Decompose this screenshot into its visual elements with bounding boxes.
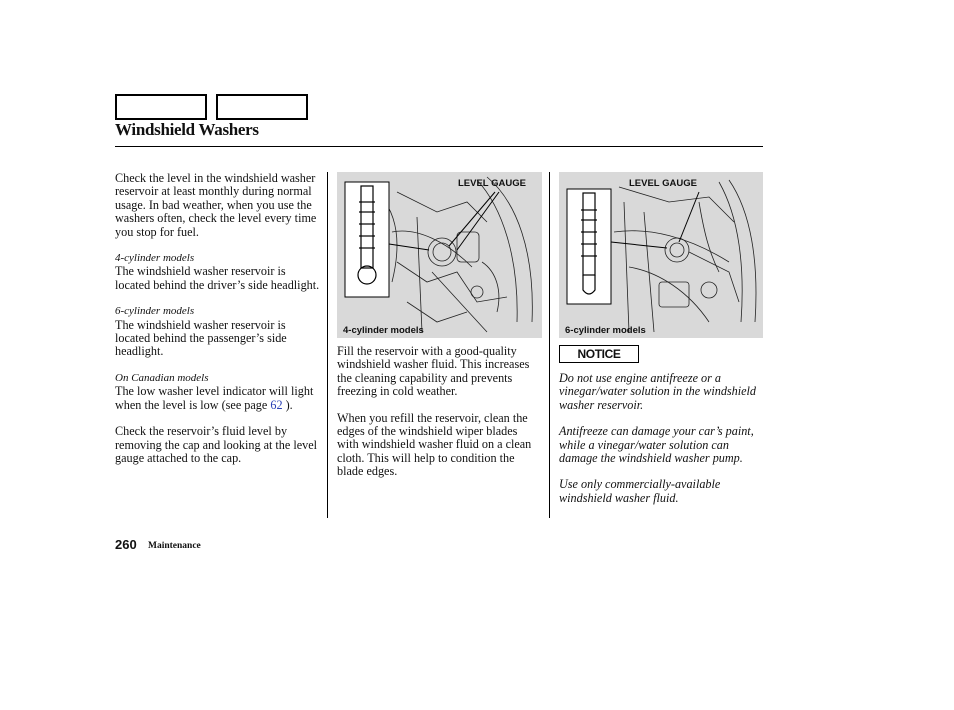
figure-caption: 6-cylinder models: [565, 325, 646, 336]
title-divider: [115, 146, 763, 147]
notice-badge: NOTICE: [559, 345, 639, 363]
subheading-4cyl: 4-cylinder models: [115, 252, 195, 265]
page-title: Windshield Washers: [115, 120, 259, 139]
figure-4cyl: [337, 172, 542, 338]
page-ref-link[interactable]: 62: [270, 397, 283, 412]
level-gauge-callout: LEVEL GAUGE: [458, 178, 526, 189]
canadian-text-end: ).: [285, 397, 293, 412]
subheading-6cyl: 6-cylinder models: [115, 305, 195, 318]
subheading-canadian: On Canadian models: [115, 371, 209, 384]
column-divider-1: [327, 172, 328, 518]
level-gauge-callout: LEVEL GAUGE: [629, 178, 697, 189]
paragraph-canadian: [115, 385, 323, 412]
column-middle: [337, 345, 542, 479]
nav-tab-next[interactable]: [216, 94, 308, 120]
engine-illustration-6cyl: [559, 172, 763, 338]
column-left: [115, 172, 323, 465]
canadian-text: The low washer level indicator will light when the level is low (see page: [115, 384, 314, 412]
paragraph-6cyl: The windshield washer reservoir is located behind the passenger’s side headlight.: [115, 317, 287, 359]
page-number: 260: [115, 537, 137, 552]
paragraph-4cyl: The windshield washer reservoir is located behind the driver’s side headlight.: [115, 264, 320, 292]
notice-paragraph-1: Do not use engine antifreeze or a vinegar/water solution in the windshield washer reservoir.: [559, 371, 757, 412]
column-divider-2: [549, 172, 550, 518]
figure-caption: 4-cylinder models: [343, 325, 424, 336]
check-paragraph: Check the reservoir’s fluid level by removing the cap and looking at the level gauge attached to the cap.: [115, 424, 318, 465]
notice-paragraph-2: Antifreeze can damage your car’s paint, while a vinegar/water solution can damage the windshield washer pump.: [559, 424, 754, 466]
column-right: [559, 372, 769, 505]
intro-paragraph: Check the level in the windshield washer reservoir at least monthly during normal usage. In bad weather, when you use the washers often, check the level every time you stop for fuel.: [115, 171, 317, 239]
refill-paragraph: When you refill the reservoir, clean the edges of the windshield wiper blades with windshield washer fluid on a clean cloth. This will help to condition the blade edges.: [337, 410, 532, 479]
nav-tab-previous[interactable]: [115, 94, 207, 120]
notice-paragraph-3: Use only commercially-available windshield washer fluid.: [559, 477, 721, 505]
section-name: Maintenance: [148, 541, 201, 551]
engine-illustration-4cyl: [337, 172, 542, 338]
figure-6cyl: [559, 172, 763, 338]
fill-paragraph: Fill the reservoir with a good-quality windshield washer fluid. This increases the cleaning capability and prevents freezing in cold weather.: [337, 344, 530, 399]
